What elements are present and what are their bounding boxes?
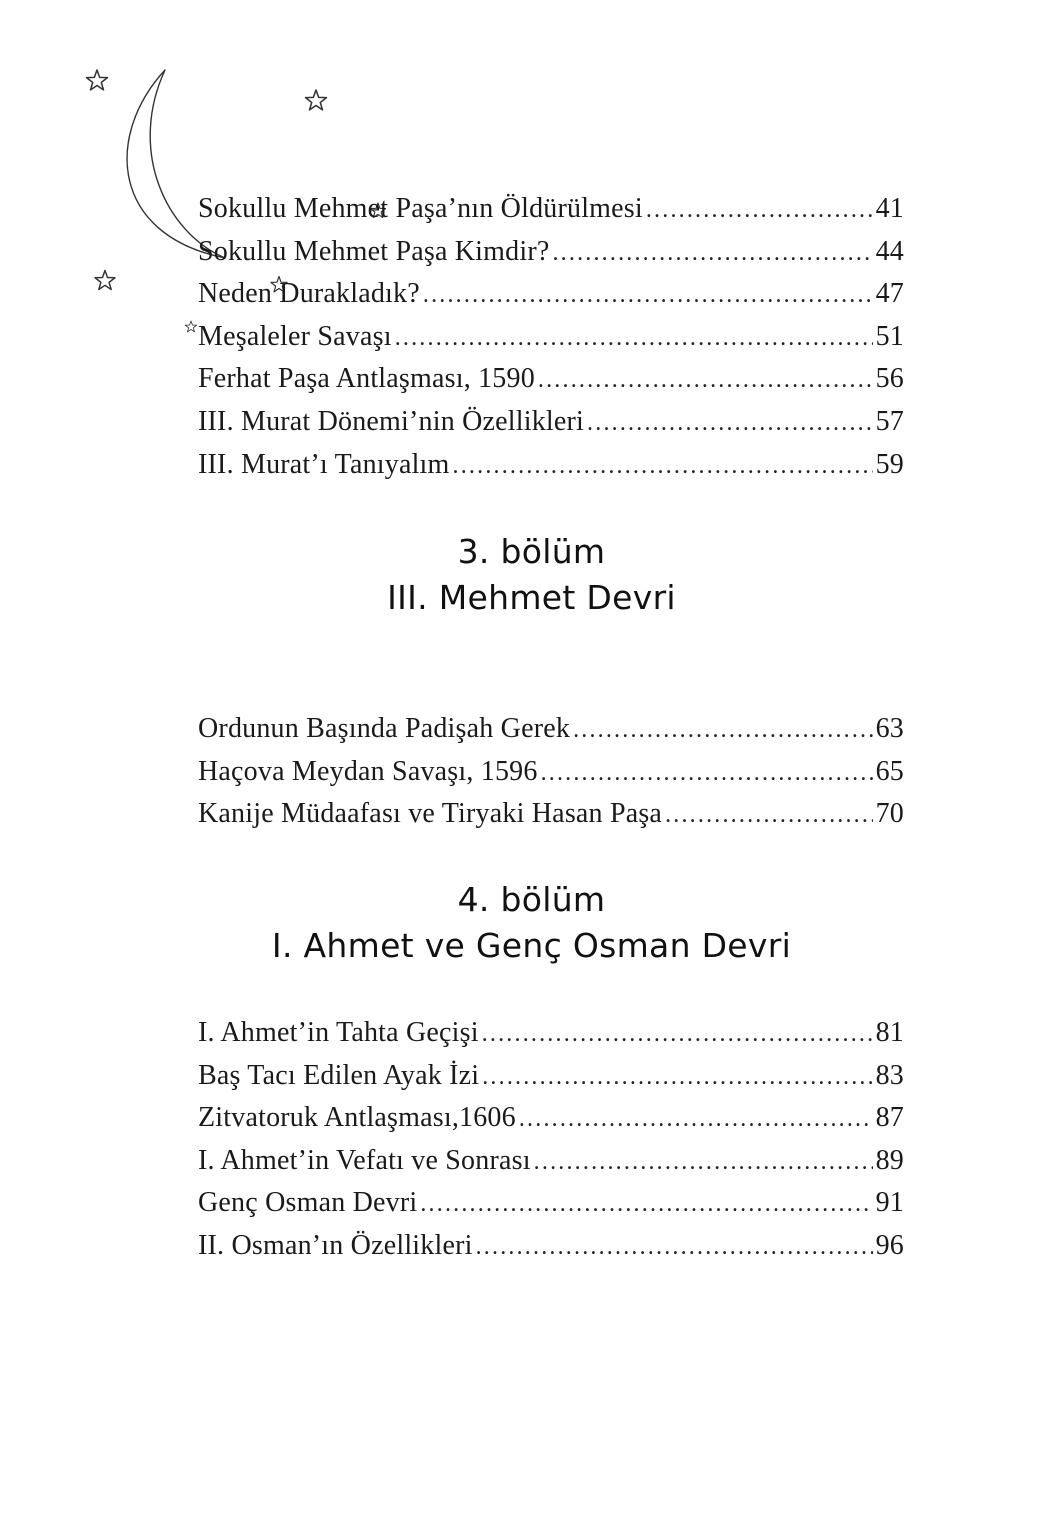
toc-list-chapter-3	[198, 708, 904, 836]
toc-entry[interactable]	[198, 708, 904, 751]
toc-entry-title: Ferhat Paşa Antlaşması, 1590	[198, 363, 535, 395]
chapter-3-heading	[0, 529, 1063, 621]
toc-entry-title: Neden Durakladık?	[198, 278, 420, 310]
toc-entry[interactable]	[198, 1182, 904, 1225]
dot-leader	[476, 1226, 873, 1269]
toc-entry-page: 91	[875, 1187, 904, 1219]
dot-leader	[420, 1183, 872, 1226]
toc-entry-page: 89	[875, 1144, 904, 1176]
toc-entry[interactable]	[198, 273, 904, 316]
toc-entry-page: 96	[875, 1229, 904, 1261]
toc-entry[interactable]	[198, 1012, 904, 1055]
chapter-title: I. Ahmet ve Genç Osman Devri	[271, 926, 792, 965]
star-icon	[87, 70, 108, 90]
toc-entry[interactable]	[198, 1097, 904, 1140]
toc-entry-title: Kanije Müdaafası ve Tiryaki Hasan Paşa	[198, 798, 663, 830]
toc-entry[interactable]	[198, 1055, 904, 1098]
chapter-title: III. Mehmet Devri	[387, 578, 676, 617]
dot-leader	[665, 794, 873, 837]
toc-entry[interactable]	[198, 358, 904, 401]
toc-entry-title: III. Murat’ı Tanıyalım	[198, 448, 450, 480]
dot-leader	[573, 709, 873, 752]
toc-entry-page: 41	[875, 193, 904, 224]
toc-entry-title: Sokullu Mehmet Paşa Kimdir?	[198, 235, 550, 267]
toc-entry[interactable]	[198, 316, 904, 359]
dot-leader	[587, 402, 873, 445]
dot-leader	[541, 752, 873, 795]
dot-leader	[534, 1141, 873, 1184]
toc-entry-page: 81	[875, 1017, 904, 1048]
toc-entry[interactable]	[198, 751, 904, 794]
toc-entry-page: 63	[875, 713, 904, 744]
chapter-number: 4. bölüm	[457, 880, 606, 919]
dot-leader	[395, 317, 873, 360]
toc-entry-page: 87	[875, 1102, 904, 1134]
chapter-4-heading	[0, 877, 1063, 969]
toc-entry[interactable]	[198, 231, 904, 274]
toc-entry-page: 65	[875, 755, 904, 787]
toc-entry[interactable]	[198, 188, 904, 231]
toc-entry[interactable]	[198, 793, 904, 836]
toc-entry-page: 56	[875, 363, 904, 395]
dot-leader	[453, 445, 873, 488]
toc-entry[interactable]	[198, 1140, 904, 1183]
toc-entry-title: Genç Osman Devri	[198, 1187, 418, 1219]
chapter-number: 3. bölüm	[457, 532, 606, 571]
toc-entry-title: II. Osman’ın Özellikleri	[198, 1229, 473, 1261]
toc-entry-page: 51	[875, 320, 904, 352]
toc-entry-page: 83	[875, 1059, 904, 1091]
dot-leader	[519, 1098, 873, 1141]
toc-entry-page: 47	[875, 278, 904, 310]
toc-entry-title: Zitvatoruk Antlaşması,1606	[198, 1102, 516, 1134]
toc-entry-title: Haçova Meydan Savaşı, 1596	[198, 755, 538, 787]
dot-leader	[482, 1056, 872, 1099]
star-icon	[95, 271, 115, 290]
toc-entry[interactable]	[198, 1225, 904, 1268]
toc-entry-page: 44	[875, 235, 904, 267]
toc-list-chapter-4	[198, 1012, 904, 1268]
toc-entry-title: III. Murat Dönemi’nin Özellikleri	[198, 405, 585, 437]
toc-entry-page: 57	[875, 405, 904, 437]
dot-leader	[482, 1013, 873, 1056]
toc-entry-title: I. Ahmet’in Vefatı ve Sonrası	[198, 1144, 531, 1176]
dot-leader	[423, 274, 873, 317]
dot-leader	[552, 232, 872, 275]
toc-entry[interactable]	[198, 444, 904, 487]
toc-entry-title: Baş Tacı Edilen Ayak İzi	[198, 1059, 480, 1091]
dot-leader	[646, 189, 873, 232]
toc-entry-title: Meşaleler Savaşı	[198, 320, 392, 352]
toc-entry-title: Ordunun Başında Padişah Gerek	[198, 713, 571, 744]
toc-entry-title: I. Ahmet’in Tahta Geçişi	[198, 1017, 479, 1048]
toc-entry[interactable]	[198, 401, 904, 444]
toc-list-continued	[198, 188, 904, 486]
toc-entry-page: 59	[875, 448, 904, 480]
star-icon	[306, 90, 327, 110]
star-icon	[185, 321, 196, 332]
toc-entry-page: 70	[875, 798, 904, 830]
toc-entry-title: Sokullu Mehmet Paşa’nın Öldürülmesi	[198, 193, 643, 224]
dot-leader	[538, 359, 873, 402]
